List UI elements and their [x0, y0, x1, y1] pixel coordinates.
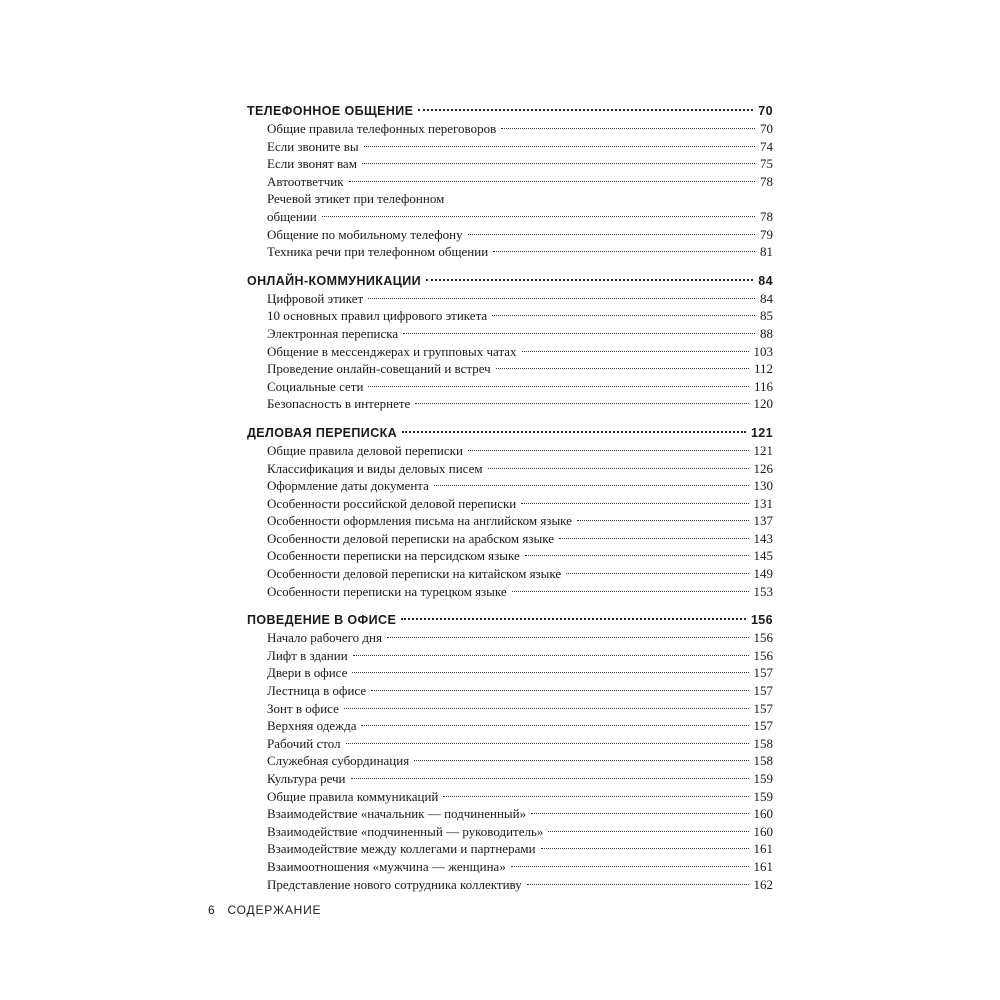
entry-title: Общение по мобильному телефону — [267, 226, 463, 242]
entry-title: Цифровой этикет — [267, 290, 364, 306]
entry-page-number: 162 — [753, 876, 773, 892]
entry-title: Общие правила деловой переписки — [267, 442, 463, 458]
entry-title: Общие правила телефонных переговоров — [267, 121, 497, 136]
page-footer — [208, 903, 321, 917]
entry-title: Автоответчик — [267, 173, 344, 189]
dot-leader — [402, 431, 746, 433]
toc-section — [247, 424, 773, 600]
dot-leader — [443, 796, 748, 797]
dot-leader — [403, 333, 755, 334]
dot-leader — [525, 555, 749, 556]
toc-entry — [267, 805, 773, 823]
dot-leader — [527, 884, 749, 885]
dot-leader — [415, 403, 748, 404]
section-page-number: 70 — [758, 104, 773, 118]
entry-title: Особенности российской деловой переписки — [267, 495, 517, 511]
dot-leader — [468, 450, 749, 451]
section-title: ПОВЕДЕНИЕ В ОФИСЕ — [247, 613, 397, 628]
entry-page-number: 156 — [753, 647, 773, 663]
toc-entry — [267, 477, 773, 495]
dot-leader — [351, 778, 749, 779]
toc-entry — [267, 442, 773, 460]
entry-title: Рабочий стол — [267, 735, 341, 751]
page-number: 6 — [208, 903, 216, 917]
entry-page-number: 78 — [760, 208, 773, 224]
toc-entry — [267, 752, 773, 770]
section-header — [247, 102, 773, 120]
dot-leader — [511, 866, 749, 867]
entry-title: Культура речи — [267, 771, 346, 786]
toc-entry — [267, 717, 773, 735]
entry-page-number: 78 — [760, 173, 773, 189]
entry-title: Безопасность в интернете — [267, 396, 411, 412]
entry-page-number: 157 — [753, 700, 773, 716]
toc-entry — [267, 583, 773, 601]
entry-title: общении — [267, 208, 317, 224]
entry-page-number: 103 — [753, 343, 773, 359]
toc-entry — [267, 325, 773, 343]
entry-title: Взаимодействие «начальник — подчиненный» — [267, 806, 527, 822]
toc-entry — [267, 120, 773, 138]
section-title: ОНЛАЙН-КОММУНИКАЦИИ — [247, 273, 422, 288]
dot-leader — [496, 368, 749, 369]
entry-title: Если звоните вы — [267, 138, 359, 154]
entry-page-number: 145 — [753, 548, 773, 564]
entry-page-number: 84 — [760, 290, 773, 306]
dot-leader — [349, 181, 755, 182]
toc-section — [247, 272, 773, 413]
entry-page-number: 143 — [753, 530, 773, 546]
entry-title: Служебная субординация — [267, 753, 410, 769]
toc-entry — [267, 735, 773, 753]
toc-entry — [267, 460, 773, 478]
toc-entry — [267, 770, 773, 788]
dot-leader — [362, 163, 755, 164]
toc-section — [247, 611, 773, 893]
toc-entry — [267, 629, 773, 647]
dot-leader — [414, 760, 748, 761]
toc-entry — [267, 547, 773, 565]
dot-leader — [548, 831, 748, 832]
entry-page-number: 156 — [753, 630, 773, 646]
entry-title: Общие правила коммуникаций — [267, 788, 439, 804]
entry-title: Представление нового сотрудника коллективу — [267, 876, 522, 892]
toc-entry — [267, 378, 773, 396]
section-page-number: 121 — [750, 425, 773, 440]
toc-entry — [267, 190, 773, 225]
dot-leader — [468, 234, 755, 235]
entry-page-number: 116 — [753, 378, 773, 394]
toc-entry — [267, 290, 773, 308]
dot-leader — [368, 386, 749, 387]
dot-leader — [434, 485, 749, 486]
dot-leader — [387, 637, 749, 638]
toc-entry — [267, 682, 773, 700]
dot-leader — [493, 251, 755, 252]
table-of-contents — [247, 102, 773, 904]
section-header — [247, 424, 773, 442]
toc-entry — [267, 858, 773, 876]
toc-entry — [267, 876, 773, 894]
entry-title-last-line — [267, 208, 773, 226]
entry-page-number: 157 — [753, 718, 773, 734]
toc-entry — [267, 530, 773, 548]
entry-title: Если звонят вам — [267, 156, 357, 172]
entry-title: Особенности деловой переписки на арабском языке — [267, 530, 554, 546]
entry-title: Лифт в здании — [267, 647, 348, 663]
section-title: ТЕЛЕФОННОЕ ОБЩЕНИЕ — [247, 104, 414, 118]
entry-title: Социальные сети — [267, 378, 364, 394]
dot-leader — [353, 655, 749, 656]
entry-title: Электронная переписка — [267, 325, 399, 341]
entry-page-number: 161 — [753, 858, 773, 874]
entry-page-number: 74 — [760, 138, 773, 154]
running-footer-label: СОДЕРЖАНИЕ — [227, 903, 322, 917]
entry-page-number: 137 — [753, 513, 773, 529]
toc-entry — [267, 173, 773, 191]
entry-page-number: 121 — [753, 442, 773, 458]
entry-title: Взаимодействие «подчиненный — руководитель» — [267, 823, 544, 839]
entry-title: Проведение онлайн-совещаний и встреч — [267, 361, 491, 377]
entry-title: Взаимоотношения «мужчина — женщина» — [267, 858, 506, 874]
dot-leader — [577, 520, 749, 521]
entry-page-number: 159 — [753, 771, 773, 786]
dot-leader — [361, 725, 748, 726]
entry-page-number: 157 — [753, 683, 773, 699]
entry-page-number: 161 — [753, 841, 773, 857]
entry-title: 10 основных правил цифрового этикета — [267, 308, 488, 324]
dot-leader — [371, 690, 748, 691]
entry-page-number: 130 — [753, 478, 773, 494]
toc-entry — [267, 823, 773, 841]
entry-page-number: 88 — [760, 325, 773, 341]
entry-page-number: 159 — [753, 788, 773, 804]
dot-leader — [488, 468, 749, 469]
dot-leader — [521, 503, 748, 504]
dot-leader — [352, 672, 748, 673]
toc-entry — [267, 307, 773, 325]
dot-leader — [522, 351, 749, 352]
toc-entry — [267, 565, 773, 583]
entry-page-number: 120 — [753, 396, 773, 412]
dot-leader — [541, 848, 749, 849]
dot-leader — [501, 128, 755, 129]
dot-leader — [401, 618, 746, 620]
entry-title: Двери в офисе — [267, 665, 348, 681]
entry-page-number: 85 — [760, 308, 773, 324]
section-title: ДЕЛОВАЯ ПЕРЕПИСКА — [247, 425, 398, 440]
entry-page-number: 160 — [753, 823, 773, 839]
toc-section — [247, 102, 773, 261]
entry-title: Взаимодействие между коллегами и партнерами — [267, 841, 536, 857]
section-page-number: 84 — [758, 273, 773, 288]
dot-leader — [492, 315, 755, 316]
entry-title: Общение в мессенджерах и групповых чатах — [267, 343, 517, 359]
dot-leader — [531, 813, 748, 814]
dot-leader — [559, 538, 749, 539]
entry-title: Зонт в офисе — [267, 700, 339, 716]
entry-page-number: 158 — [753, 735, 773, 751]
entry-page-number: 81 — [760, 244, 773, 260]
entry-title: Особенности переписки на персидском языке — [267, 548, 520, 564]
entry-page-number: 153 — [753, 583, 773, 599]
section-header — [247, 272, 773, 290]
toc-entry — [267, 512, 773, 530]
entry-title: Классификация и виды деловых писем — [267, 460, 483, 476]
entry-title: Оформление даты документа — [267, 478, 429, 494]
toc-entry — [267, 360, 773, 378]
entry-page-number: 160 — [753, 806, 773, 822]
entry-title: Верхняя одежда — [267, 718, 357, 734]
section-header — [247, 611, 773, 629]
entry-page-number: 126 — [753, 460, 773, 476]
entry-page-number: 131 — [753, 495, 773, 511]
dot-leader — [364, 146, 755, 147]
dot-leader — [566, 573, 748, 574]
dot-leader — [418, 109, 753, 111]
entry-page-number: 75 — [760, 156, 773, 172]
entry-title: Лестница в офисе — [267, 683, 367, 699]
entry-page-number: 158 — [753, 753, 773, 769]
toc-entry — [267, 647, 773, 665]
entry-page-number: 149 — [753, 566, 773, 582]
dot-leader — [426, 279, 753, 281]
toc-entry — [267, 343, 773, 361]
entry-page-number: 70 — [760, 121, 773, 136]
toc-entry — [267, 840, 773, 858]
entry-title-line1: Речевой этикет при телефонном — [267, 191, 445, 207]
entry-page-number: 112 — [753, 361, 773, 377]
entry-title: Особенности деловой переписки на китайском языке — [267, 566, 562, 582]
entry-title-wrap — [267, 190, 773, 225]
toc-entry — [267, 226, 773, 244]
toc-entry — [267, 138, 773, 156]
dot-leader — [368, 298, 755, 299]
toc-entry — [267, 243, 773, 261]
entry-page-number: 157 — [753, 665, 773, 681]
toc-entry — [267, 395, 773, 413]
entry-page-number: 79 — [760, 226, 773, 242]
entry-title: Особенности переписки на турецком языке — [267, 583, 507, 599]
entry-title: Особенности оформления письма на английском языке — [267, 513, 572, 529]
dot-leader — [512, 591, 749, 592]
entry-title: Начало рабочего дня — [267, 630, 382, 646]
toc-entry — [267, 495, 773, 513]
dot-leader — [346, 743, 749, 744]
section-page-number: 156 — [750, 613, 773, 628]
entry-title: Техника речи при телефонном общении — [267, 244, 489, 260]
dot-leader — [344, 708, 749, 709]
toc-entry — [267, 788, 773, 806]
dot-leader — [322, 216, 755, 217]
toc-entry — [267, 700, 773, 718]
toc-entry — [267, 155, 773, 173]
toc-entry — [267, 664, 773, 682]
